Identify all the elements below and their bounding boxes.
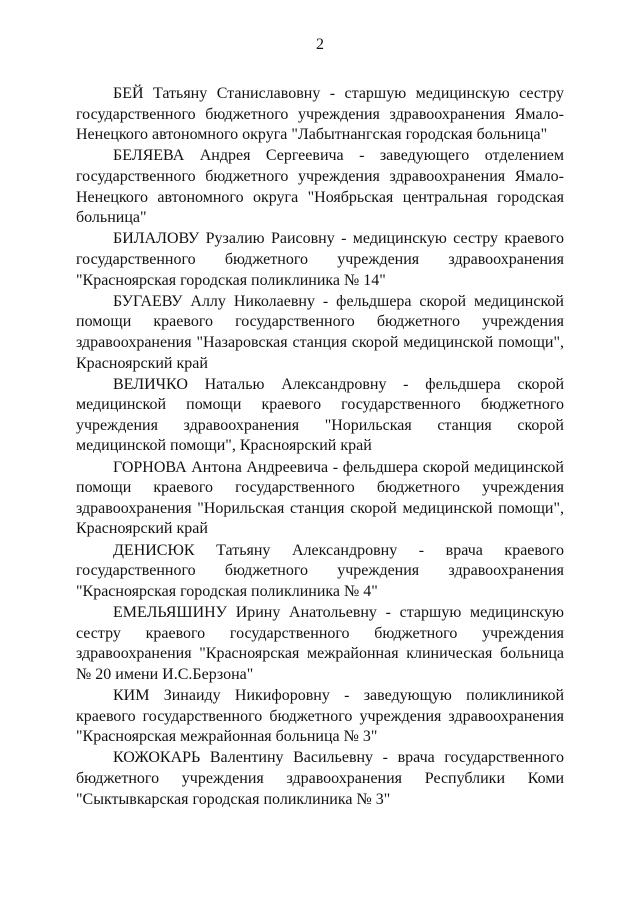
- list-item: КИМ Зинаиду Никифоровну - заведующую поликлиникой краевого государственного бюджетного учреждения здравоохранения "Красноярская межрайонная больница № 3": [76, 686, 564, 746]
- list-item: ВЕЛИЧКО Наталью Александровну - фельдшера скорой медицинской помощи краевого государственного бюджетного учреждения здравоохранения "Норильская станция скорой медицинской помощи", Красноярский край: [76, 375, 564, 455]
- list-item: БЕЙ Татьяну Станиславовну - старшую медицинскую сестру государственного бюджетного учреждения здравоохранения Ямало-Ненецкого автономного округа "Лабытнангская городская больница": [76, 85, 564, 144]
- list-item: БУГАЕВУ Аллу Николаевну - фельдшера скорой медицинской помощи краевого государственного бюджетного учреждения здравоохранения "Назаровская станция скорой медицинской помощи", Красноярский край: [76, 292, 564, 372]
- list-item: БЕЛЯЕВА Андрея Сергеевича - заведующего отделением государственного бюджетного учреждения здравоохранения Ямало-Ненецкого автономного округа "Ноябрьская центральная городская больница": [76, 147, 564, 227]
- list-item: ДЕНИСЮК Татьяну Александровну - врача краевого государственного бюджетного учреждения здравоохранения "Красноярская городская поликлиника № 4": [76, 541, 564, 600]
- list-item: ЕМЕЛЬЯШИНУ Ирину Анатольевну - старшую медицинскую сестру краевого государственного бюджетного учреждения здравоохранения "Красноярская межрайонная клиническая больница № 20 имени И.С.Берзона": [76, 604, 564, 683]
- page-number: 2: [316, 36, 324, 53]
- list-item: БИЛАЛОВУ Рузалию Раисовну - медицинскую сестру краевого государственного бюджетного учреждения здравоохранения "Красноярская городская поликлиника № 14": [76, 230, 564, 289]
- award-list: [76, 84, 564, 810]
- list-item: ГОРНОВА Антона Андреевича - фельдшера скорой медицинской помощи краевого государственного бюджетного учреждения здравоохранения "Норильская станция скорой медицинской помощи", Красноярский край: [76, 458, 564, 538]
- list-item: КОЖОКАРЬ Валентину Васильевну - врача государственного бюджетного учреждения здравоохранения Республики Коми "Сыктывкарская городская поликлиника № 3": [76, 749, 564, 808]
